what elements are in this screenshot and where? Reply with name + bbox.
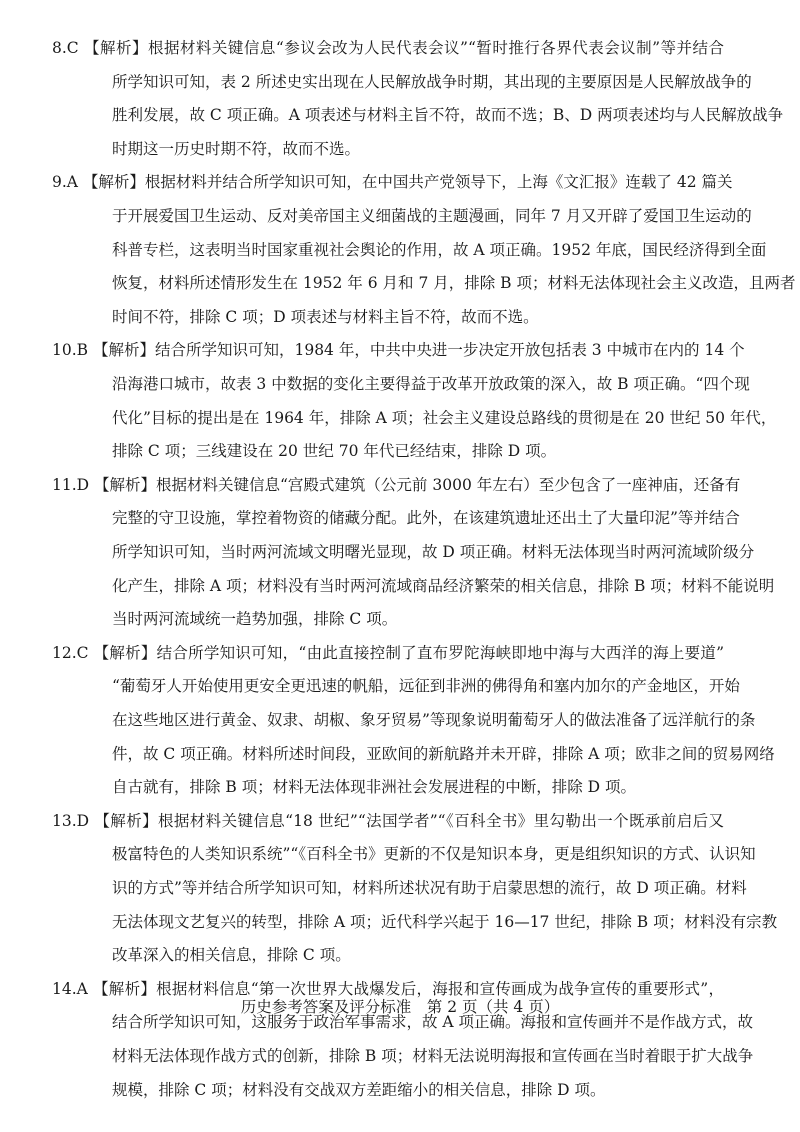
entry-line: 胜利发展，故 C 项正确。A 项表述与材料主旨不符，故而不选；B、D 两项表述均与人民解放战争 xyxy=(112,106,784,125)
entry-line: 所学知识可知，表 2 所述史实出现在人民解放战争时期，其出现的主要原因是人民解放战争的 xyxy=(112,72,752,91)
entry-line: 在这些地区进行黄金、奴隶、胡椒、象牙贸易”等现象说明葡萄牙人的做法准备了远洋航行的条 xyxy=(112,711,756,729)
entry-line: 12.C 【解析】结合所学知识可知，“由此直接控制了直布罗陀海峡即地中海与大西洋的海上要道” xyxy=(52,643,724,662)
entry-line: 化产生，排除 A 项；材料没有当时两河流域商品经济繁荣的相关信息，排除 B 项；材料不能说明 xyxy=(112,576,775,595)
page-footer: 历史参考答案及评分标准 第 2 页（共 4 页） xyxy=(240,998,560,1016)
entry-line: 于开展爱国卫生运动、反对美帝国主义细菌战的主题漫画，同年 7 月又开辟了爱国卫生运动的 xyxy=(112,207,752,225)
entry-line: 排除 C 项；三线建设在 20 世纪 70 年代已经结束，排除 D 项。 xyxy=(112,442,557,461)
entry-line: 识的方式”等并结合所学知识可知，材料所述状况有助于启蒙思想的流行，故 D 项正确。材料 xyxy=(112,879,747,897)
entry-line: 9.A 【解析】根据材料并结合所学知识可知，在中国共产党领导下，上海《文汇报》连载了 42 篇关 xyxy=(52,173,733,192)
entry-line: 科普专栏，这表明当时国家重视社会舆论的作用，故 A 项正确。1952 年底，国民经济得到全面 xyxy=(112,240,767,259)
entry-line: 13.D 【解析】根据材料关键信息“18 世纪”“法国学者”“《百科全书》里勾勒出一个既承前启后又 xyxy=(52,811,724,830)
entry-line: 沿海港口城市，故表 3 中数据的变化主要得益于改革开放政策的深入，故 B 项正确。“四个现 xyxy=(112,375,750,393)
entry-line: 8.C 【解析】根据材料关键信息“参议会改为人民代表会议”“暂时推行各界代表会议制”等并结合 xyxy=(52,39,724,57)
entry-line: 10.B 【解析】结合所学知识可知，1984 年，中共中央进一步决定开放包括表 3 中城市在内的 14 个 xyxy=(52,341,745,360)
entry-line: 极富特色的人类知识系统”“《百科全书》更新的不仅是知识本身，更是组织知识的方式、认识知 xyxy=(112,845,756,864)
entry-line: 时期这一历史时期不符，故而不选。 xyxy=(112,139,361,158)
entry-line: 材料无法体现作战方式的创新，排除 B 项；材料无法说明海报和宣传画在当时着眼于扩大战争 xyxy=(112,1047,754,1065)
entry-line: 所学知识可知，当时两河流域文明曙光显现，故 D 项正确。材料无法体现当时两河流域阶级分 xyxy=(112,543,755,561)
entry-line: 自古就有，排除 B 项；材料无法体现非洲社会发展进程的中断，排除 D 项。 xyxy=(112,778,637,797)
entry-line: 改革深入的相关信息，排除 C 项。 xyxy=(112,946,351,965)
entry-line: 当时两河流域统一趋势加强，排除 C 项。 xyxy=(112,610,398,629)
entry-line: “葡萄牙人开始使用更安全更迅速的帆船，远征到非洲的佛得角和塞内加尔的产金地区，开始 xyxy=(112,677,740,696)
entry-line: 件，故 C 项正确。材料所述时间段，亚欧间的新航路并未开辟，排除 A 项；欧非之间的贸易网络 xyxy=(112,744,775,763)
entry-line: 11.D 【解析】根据材料关键信息“宫殿式建筑（公元前 3000 年左右）至少包含了一座神庙，还备有 xyxy=(52,475,741,494)
entry-line: 规模，排除 C 项；材料没有交战双方差距缩小的相关信息，排除 D 项。 xyxy=(112,1080,606,1099)
entry-line: 14.A 【解析】根据材料信息“第一次世界大战爆发后，海报和宣传画成为战争宣传的重要形式”， xyxy=(52,979,724,998)
entry-line: 结合所学知识可知，这服务于政治军事需求，故 A 项正确。海报和宣传画并不是作战方式，故 xyxy=(112,1013,754,1032)
entry-line: 恢复，材料所述情形发生在 1952 年 6 月和 7 月，排除 B 项；材料无法体现社会主义改造，且两者 xyxy=(112,274,796,293)
entry-line: 代化”目标的提出是在 1964 年，排除 A 项；社会主义建设总路线的贯彻是在 20 世纪 50 年代， xyxy=(112,408,777,427)
entry-line: 完整的守卫设施，掌控着物资的储藏分配。此外，在该建筑遗址还出土了大量印泥”等并结合 xyxy=(112,509,740,528)
entry-line: 无法体现文艺复兴的转型，排除 A 项；近代科学兴起于 16—17 世纪，排除 B 项；材料没有宗教 xyxy=(112,912,778,931)
entry-line: 时间不符，排除 C 项；D 项表述与材料主旨不符，故而不选。 xyxy=(112,307,539,326)
